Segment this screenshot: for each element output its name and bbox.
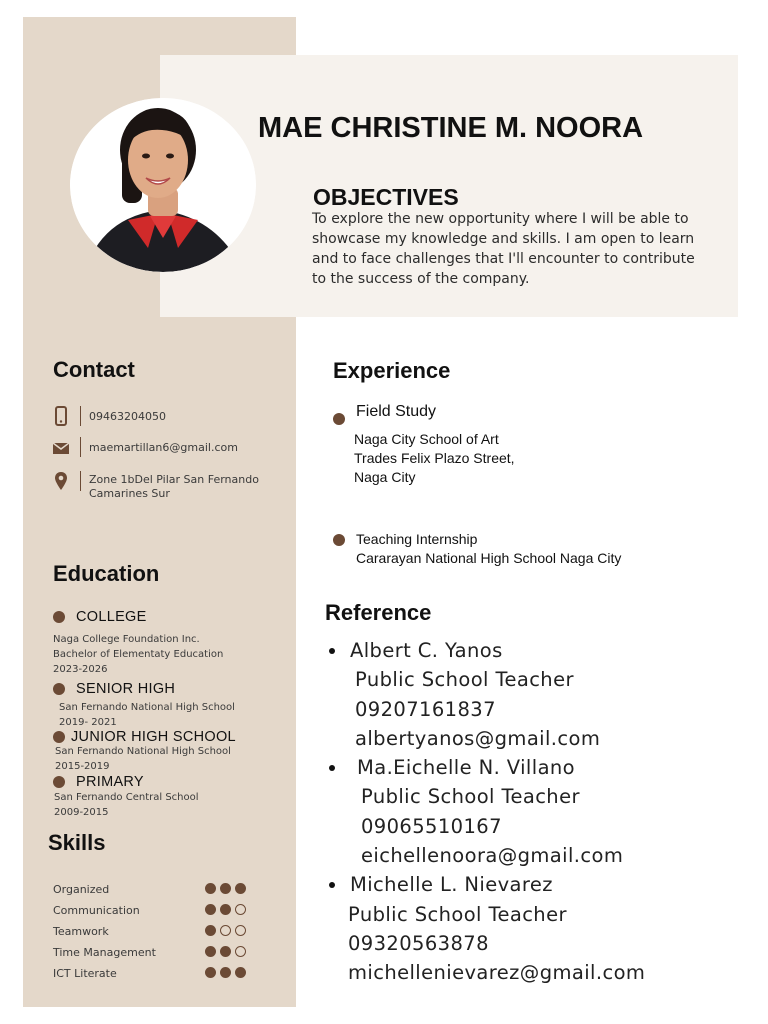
bullet-dot xyxy=(53,731,65,743)
experience-item xyxy=(333,403,515,487)
phone-icon xyxy=(52,406,70,426)
education-course: Bachelor of Elementaty Education xyxy=(53,649,224,660)
skill-dot-filled xyxy=(205,925,216,936)
objectives-text: To explore the new opportunity where I will be able to showcase my knowledge and skills. I am open to learn and to face challenges that I'll encounter to contribute to the success of the company. xyxy=(312,211,695,287)
education-level-label: SENIOR HIGH xyxy=(76,681,176,697)
skill-dot-filled xyxy=(205,904,216,915)
education-details xyxy=(54,790,199,820)
skill-rating xyxy=(205,967,250,978)
contact-address-row xyxy=(52,471,259,501)
experience-details xyxy=(356,403,515,487)
skill-rating xyxy=(205,904,250,915)
bullet-dot xyxy=(329,648,335,654)
bullet-dot xyxy=(53,683,65,695)
bullet-dot xyxy=(333,413,345,425)
skill-label: ICT Literate xyxy=(53,967,117,980)
reference-item xyxy=(326,753,746,870)
education-years: 2009-2015 xyxy=(54,807,109,818)
skill-dot-filled xyxy=(205,946,216,957)
reference-role: Public School Teacher xyxy=(348,902,567,926)
skill-label: Time Management xyxy=(53,946,156,959)
skill-dot-filled xyxy=(220,904,231,915)
contact-address-line2: Camarines Sur xyxy=(89,487,170,500)
skill-row xyxy=(53,945,263,961)
contact-email-row xyxy=(52,437,238,457)
experience-line: Naga City School of Art xyxy=(354,431,499,447)
skill-dot-filled xyxy=(205,883,216,894)
skill-dot-filled xyxy=(235,967,246,978)
experience-details xyxy=(356,530,621,568)
skill-rating xyxy=(205,925,250,936)
reference-phone: 09320563878 xyxy=(348,931,489,955)
reference-email: eichellenoora@gmail.com xyxy=(361,844,624,868)
education-title: Education xyxy=(53,561,160,586)
reference-email: albertyanos@gmail.com xyxy=(355,726,601,750)
skill-dot-empty xyxy=(235,925,246,936)
skill-label: Teamwork xyxy=(53,925,109,938)
education-school: San Fernando National High School xyxy=(59,702,235,713)
experience-heading: Field Study xyxy=(356,403,437,420)
contact-address-line1: Zone 1bDel Pilar San Fernando xyxy=(89,473,259,486)
skill-row xyxy=(53,903,263,919)
contact-divider xyxy=(80,437,81,457)
candidate-name: MAE CHRISTINE M. NOORA xyxy=(258,112,644,144)
contact-email: maemartillan6@gmail.com xyxy=(89,441,238,454)
reference-email: michellenievarez@gmail.com xyxy=(348,961,646,985)
education-level xyxy=(53,609,147,625)
experience-title: Experience xyxy=(333,358,451,383)
reference-title: Reference xyxy=(325,600,432,625)
skill-dot-empty xyxy=(235,904,246,915)
experience-line: Trades Felix Plazo Street, xyxy=(354,450,515,466)
profile-photo xyxy=(70,98,256,272)
education-years: 2023-2026 xyxy=(53,664,108,675)
reference-role: Public School Teacher xyxy=(355,668,574,692)
skill-dot-empty xyxy=(220,925,231,936)
objectives-title: OBJECTIVES xyxy=(313,184,459,210)
education-level-label: COLLEGE xyxy=(76,609,147,625)
skill-dot-filled xyxy=(220,946,231,957)
contact-divider xyxy=(80,406,81,426)
reference-item xyxy=(326,870,746,987)
skill-label: Organized xyxy=(53,883,110,896)
skill-dot-filled xyxy=(205,967,216,978)
skill-dot-filled xyxy=(220,883,231,894)
bullet-dot xyxy=(333,534,345,546)
education-level xyxy=(53,729,236,745)
reference-phone: 09207161837 xyxy=(355,697,496,721)
skill-dot-filled xyxy=(220,967,231,978)
skill-row xyxy=(53,966,263,982)
experience-line: Cararayan National High School Naga City xyxy=(356,550,622,566)
skill-dot-filled xyxy=(235,883,246,894)
location-pin-icon xyxy=(52,471,70,491)
education-details xyxy=(55,744,231,774)
reference-name: Albert C. Yanos xyxy=(350,639,503,662)
education-school: San Fernando National High School xyxy=(55,746,231,757)
education-level-label: JUNIOR HIGH SCHOOL xyxy=(71,729,236,745)
education-school: Naga College Foundation Inc. xyxy=(53,634,200,645)
experience-item xyxy=(333,530,621,568)
skill-rating xyxy=(205,946,250,957)
experience-line: Naga City xyxy=(354,469,416,485)
education-details xyxy=(53,632,223,677)
bullet-dot xyxy=(53,776,65,788)
contact-phone: 09463204050 xyxy=(89,410,166,423)
skills-title: Skills xyxy=(48,830,106,855)
bullet-dot xyxy=(53,611,65,623)
reference-name: Michelle L. Nievarez xyxy=(350,873,553,897)
skill-label: Communication xyxy=(53,904,140,917)
education-details xyxy=(59,700,235,730)
skill-dot-empty xyxy=(235,946,246,957)
education-level xyxy=(53,774,144,790)
mail-icon xyxy=(52,437,70,457)
experience-heading: Teaching Internship xyxy=(356,531,478,547)
contact-address xyxy=(89,473,259,501)
education-level-label: PRIMARY xyxy=(76,774,144,790)
education-level xyxy=(53,681,175,697)
reference-item xyxy=(326,636,746,753)
education-school: San Fernando Central School xyxy=(54,792,199,803)
contact-divider xyxy=(80,471,81,491)
reference-list xyxy=(326,636,746,988)
reference-role: Public School Teacher xyxy=(361,785,580,809)
reference-name: Ma.Eichelle N. Villano xyxy=(357,756,576,780)
education-years: 2019- 2021 xyxy=(59,717,117,728)
skill-row xyxy=(53,882,263,898)
reference-phone: 09065510167 xyxy=(361,814,502,838)
education-years: 2015-2019 xyxy=(55,761,110,772)
skill-row xyxy=(53,924,263,940)
contact-title: Contact xyxy=(53,357,135,382)
skill-rating xyxy=(205,883,250,894)
contact-phone-row xyxy=(52,406,166,426)
